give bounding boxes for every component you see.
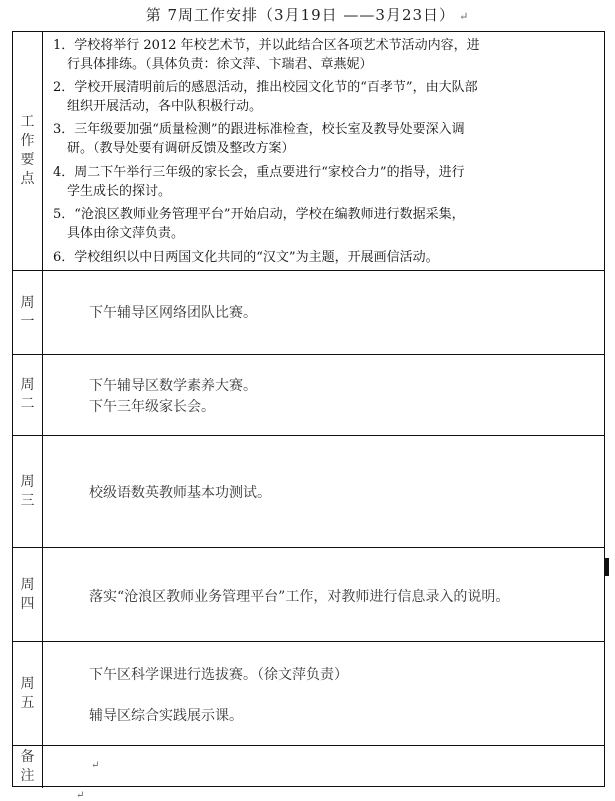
label-char: 五 bbox=[20, 694, 35, 711]
label-char: 周 bbox=[20, 473, 35, 490]
label-char: 工 bbox=[20, 114, 35, 130]
key-point-item-6 bbox=[53, 248, 598, 267]
content-thursday bbox=[43, 548, 604, 641]
day-task-line: 下午区科学课进行选拔赛。（徐文萍负责） bbox=[89, 667, 348, 683]
content-notes bbox=[43, 746, 604, 788]
paragraph-mark-icon: ↵ bbox=[91, 760, 100, 771]
day-task-line: 校级语数英教师基本功测试。 bbox=[89, 485, 271, 501]
label-key-points bbox=[13, 32, 43, 270]
day-task-line: 落实“沧浪区教师业务管理平台”工作，对教师进行信息录入的说明。 bbox=[89, 589, 510, 605]
label-char: 周 bbox=[20, 675, 35, 692]
key-point-item-2 bbox=[53, 78, 598, 116]
label-wednesday bbox=[13, 436, 43, 547]
paragraph-mark-icon: ↵ bbox=[76, 790, 85, 801]
row-tuesday bbox=[13, 355, 604, 436]
page-title bbox=[0, 4, 615, 25]
key-point-item-1 bbox=[53, 36, 598, 74]
label-char: 一 bbox=[20, 313, 35, 330]
label-char: 四 bbox=[20, 595, 35, 612]
label-thursday bbox=[13, 548, 43, 641]
content-tuesday bbox=[43, 355, 604, 435]
label-monday bbox=[13, 271, 43, 354]
label-char: 周 bbox=[20, 294, 35, 311]
label-char: 备 bbox=[20, 749, 35, 765]
text-cursor-marker bbox=[605, 558, 609, 576]
page-title-text: 第 7周工作安排（3月19日 ——3月23日） bbox=[145, 6, 456, 24]
label-char: 作 bbox=[20, 133, 35, 149]
row-key-points bbox=[13, 32, 604, 271]
item-line: 学生成长的探讨。 bbox=[67, 184, 172, 199]
day-task-line: 下午辅导区网络团队比赛。 bbox=[89, 305, 257, 321]
item-line: 具体由徐文萍负责。 bbox=[67, 226, 185, 241]
label-char: 二 bbox=[20, 396, 35, 412]
paragraph-mark-icon: ↵ bbox=[459, 10, 470, 23]
key-point-item-3 bbox=[53, 120, 598, 158]
row-notes bbox=[13, 746, 604, 788]
day-task-line: 下午三年级家长会。 bbox=[89, 399, 215, 415]
content-key-points bbox=[43, 32, 604, 270]
day-task-line: 辅导区综合实践展示课。 bbox=[89, 708, 243, 724]
key-point-item-4 bbox=[53, 163, 598, 201]
label-char: 注 bbox=[20, 768, 35, 784]
item-line: 4．周二下午举行三年级的家长会，重点要进行“家校合力”的指导，进行 bbox=[53, 165, 465, 180]
label-tuesday bbox=[13, 355, 43, 435]
label-char: 点 bbox=[20, 171, 35, 187]
item-line: 1．学校将举行 2012 年校艺术节，并以此结合区各项艺术节活动内容，进 bbox=[53, 38, 480, 53]
label-char: 要 bbox=[20, 152, 35, 168]
item-line: 3．三年级要加强“质量检测”的跟进标准检查，校长室及教导处要深入调 bbox=[53, 122, 465, 137]
item-line: 2．学校开展清明前后的感恩活动，推出校园文化节的“百孝节”，由大队部 bbox=[53, 80, 478, 95]
label-friday bbox=[13, 642, 43, 745]
label-char: 周 bbox=[20, 377, 35, 393]
row-friday bbox=[13, 642, 604, 746]
item-line: 组织开展活动，各中队积极行动。 bbox=[67, 99, 263, 114]
item-line: 6．学校组织以中日两国文化共同的“汉文”为主题，开展画信活动。 bbox=[53, 250, 439, 265]
label-char: 三 bbox=[20, 492, 35, 509]
schedule-table bbox=[12, 31, 605, 787]
row-monday bbox=[13, 271, 604, 355]
row-wednesday bbox=[13, 436, 604, 548]
content-wednesday bbox=[43, 436, 604, 547]
label-char: 周 bbox=[20, 576, 35, 593]
row-thursday bbox=[13, 548, 604, 642]
key-point-item-5 bbox=[53, 205, 598, 243]
content-monday bbox=[43, 271, 604, 354]
content-friday bbox=[43, 642, 604, 745]
item-line: 行具体排练。（具体负责：徐文萍、卞瑞君、章燕妮） bbox=[67, 57, 373, 72]
day-task-line: 下午辅导区数学素养大赛。 bbox=[89, 378, 257, 394]
item-line: 5．“沧浪区教师业务管理平台”开始启动，学校在编教师进行数据采集， bbox=[53, 207, 465, 222]
label-notes bbox=[13, 746, 43, 788]
item-line: 研。（教导处要有调研反馈及整改方案） bbox=[67, 141, 295, 156]
